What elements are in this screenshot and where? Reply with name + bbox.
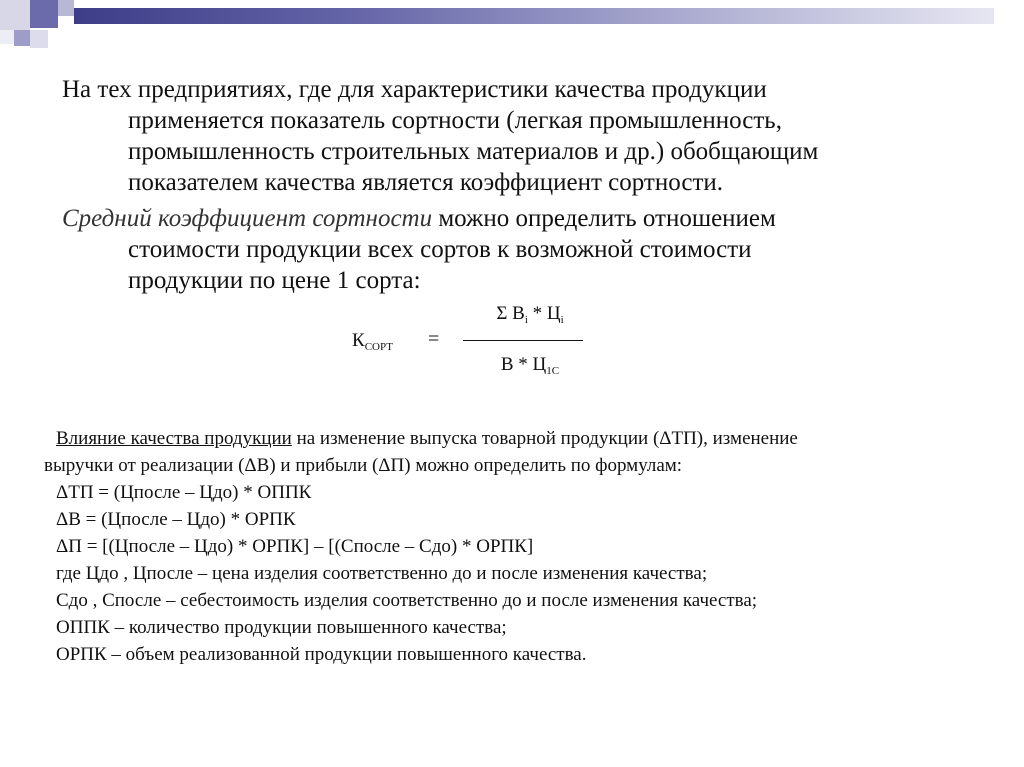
formula-line: ΔВ = (Цпосле – Цдо) * ОРПК bbox=[56, 509, 296, 530]
formula-equals: = bbox=[428, 328, 440, 350]
fraction-line bbox=[463, 340, 583, 341]
paragraph-line: показателем качества является коэффициент сортности. bbox=[128, 169, 723, 196]
paragraph-line: применяется показатель сортности (легкая промышленность, bbox=[128, 107, 782, 134]
formula-line: ΔП = [(Цпосле – Цдо) * ОРПК] – [(Спосле – Сдо) * ОРПК] bbox=[56, 536, 534, 557]
paragraph-line: продукции по цене 1 сорта: bbox=[128, 267, 421, 294]
decor-square bbox=[14, 30, 30, 46]
paragraph-line: стоимости продукции всех сортов к возможной стоимости bbox=[128, 236, 752, 263]
definition-line: ОППК – количество продукции повышенного качества; bbox=[56, 617, 507, 638]
header-gradient-bar bbox=[74, 8, 994, 24]
underlined-heading: Влияние качества продукции bbox=[56, 428, 292, 449]
text-line: на изменение выпуска товарной продукции (ΔТП), изменение bbox=[291, 428, 798, 449]
formula-line: ΔТП = (Цпосле – Цдо) * ОППК bbox=[56, 482, 312, 503]
formula-numerator: Σ $В_i * Ц_i$ bbox=[496, 303, 564, 326]
decor-square bbox=[58, 0, 74, 16]
definition-line: Сдо , Спосле – себестоимость изделия соответственно до и после изменения качества; bbox=[56, 590, 758, 611]
decor-square bbox=[0, 0, 30, 30]
formula-lhs: $К_{СОРТ}$ bbox=[352, 330, 393, 353]
text-line: выручки от реализации (ΔВ) и прибыли (ΔП) можно определить по формулам: bbox=[44, 455, 683, 476]
italic-term: Средний коэффициент сортности bbox=[62, 205, 433, 232]
paragraph-average-coefficient bbox=[62, 203, 962, 296]
paragraph-sortnost bbox=[62, 74, 962, 198]
definition-line: где Цдо , Цпосле – цена изделия соответственно до и после изменения качества; bbox=[56, 563, 708, 584]
decor-square bbox=[0, 30, 14, 44]
paragraph-line: На тех предприятиях, где для характеристики качества продукции bbox=[62, 76, 767, 103]
paragraph-line: промышленность строительных материалов и др.) обобщающим bbox=[128, 138, 819, 165]
paragraph-line: можно определить отношением bbox=[432, 205, 776, 232]
formula-denominator: В * $Ц_{1С}$ bbox=[500, 354, 560, 377]
decor-square bbox=[30, 0, 58, 28]
decor-square bbox=[30, 30, 48, 48]
definition-line: ОРПК – объем реализованной продукции повышенного качества. bbox=[56, 644, 587, 665]
quality-influence-block bbox=[44, 425, 994, 668]
